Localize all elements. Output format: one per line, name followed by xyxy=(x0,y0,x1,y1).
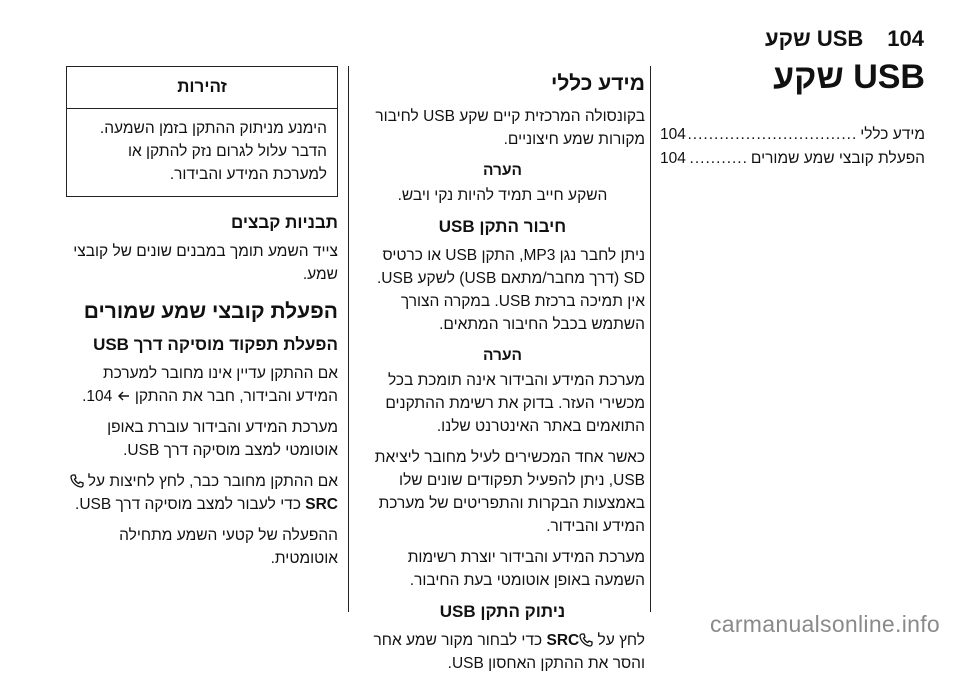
play-text xyxy=(66,362,338,408)
page-number: 104 xyxy=(887,26,924,51)
toc-leader xyxy=(689,123,857,146)
note-text: השקע חייב תמיד להיות נקי ויבש. xyxy=(397,187,608,204)
column-divider xyxy=(348,66,349,612)
toc-item-label: מידע כללי xyxy=(860,126,925,143)
note-text: מערכת המידע והבידור אינה תומכת בכל מכשירי העזר. בדוק את רשימת ההתקנים התואמים באתר האינטרנט שלנו. xyxy=(385,372,645,435)
middle-column xyxy=(360,72,645,683)
formats-heading: תבניות קבצים xyxy=(231,213,338,232)
note-heading: הערה xyxy=(483,347,522,364)
warning-text: הימנע מניתוק ההתקן בזמן השמעה. הדבר עלול לגרום נזק להתקן או למערכת המידע והבידור. xyxy=(99,120,327,183)
disconnect-text-start: לחץ על xyxy=(593,632,645,649)
watermark: carmanualsonline.info xyxy=(709,611,940,637)
general-heading: מידע כללי xyxy=(551,72,645,95)
play-heading: הפעלת קובצי שמע שמורים xyxy=(83,300,338,323)
connect-text: ניתן לחבר נגן MP3, התקן USB או כרטיס SD (דרך מחבר/מתאם USB) לשקע USB. אין תמיכה ברכזת USB. במקרה הצורך השתמש בכבל החיבור המתאים. xyxy=(376,247,645,333)
toc-item-page: 104 xyxy=(660,150,686,167)
playlist-text: מערכת המידע והבידור יוצרת רשימות השמעה באופן אוטומטי בעת החיבור. xyxy=(407,549,645,589)
play-text-page: 104. xyxy=(82,388,113,405)
toc-item[interactable] xyxy=(660,147,925,171)
disconnect-heading: ניתוק התקן USB xyxy=(439,602,566,621)
src-label: SRC xyxy=(546,632,580,649)
toc-item-page: 104 xyxy=(660,126,686,143)
column-divider xyxy=(650,66,651,612)
general-text: בקונסולה המרכזית קיים שקע USB לחיבור מקורות שמע חיצוניים. xyxy=(375,108,645,148)
formats-text: צייד השמע תומך במבנים שונים של קובצי שמע. xyxy=(73,243,338,283)
left-column xyxy=(66,66,338,578)
phone-icon xyxy=(70,474,84,488)
note-heading: הערה xyxy=(483,162,522,179)
disconnect-text xyxy=(360,629,645,675)
src-label: SRC xyxy=(305,496,338,513)
disconnect-text-end: כדי לבחור מקור שמע אחר והסר את ההתקן האחסון USB. xyxy=(373,632,645,672)
play-text: מערכת המידע והבידור עוברת באופן אוטומטי למצב מוסיקה דרך USB. xyxy=(107,419,338,459)
running-title: USB שקע xyxy=(765,26,864,51)
warning-heading: זהירות xyxy=(67,67,337,109)
phone-icon xyxy=(579,633,593,647)
toc-leader xyxy=(689,147,748,170)
chapter-title: USB שקע xyxy=(773,58,925,96)
play-sub-heading: הפעלת תפקוד מוסיקה דרך USB xyxy=(93,335,338,354)
play-text-start: אם ההתקן עדיין אינו מחובר למערכת המידע והבידור, חבר את ההתקן xyxy=(102,365,338,405)
play-text-start: אם ההתקן מחובר כבר, לחץ לחיצות על xyxy=(83,473,338,490)
warning-box xyxy=(66,66,338,197)
page-reference-icon xyxy=(117,389,131,403)
toc-item-label: הפעלת קובצי שמע שמורים xyxy=(750,150,925,167)
connect-heading: חיבור התקן USB xyxy=(438,217,567,236)
page-header xyxy=(0,0,960,60)
play-text: ההפעלה של קטעי השמע מתחילה אוטומטית. xyxy=(119,527,338,567)
right-column xyxy=(660,58,925,171)
play-text-end: כדי לעבור למצב מוסיקה דרך USB. xyxy=(75,496,301,513)
toc-item[interactable] xyxy=(660,123,925,147)
multi-device-text: כאשר אחד המכשירים לעיל מחובר ליציאת USB, ניתן להפעיל תפקודים שונים שלו באמצעות הבקרות והתפריטים של מערכת המידע והבידור. xyxy=(374,449,645,535)
play-text xyxy=(66,470,338,516)
